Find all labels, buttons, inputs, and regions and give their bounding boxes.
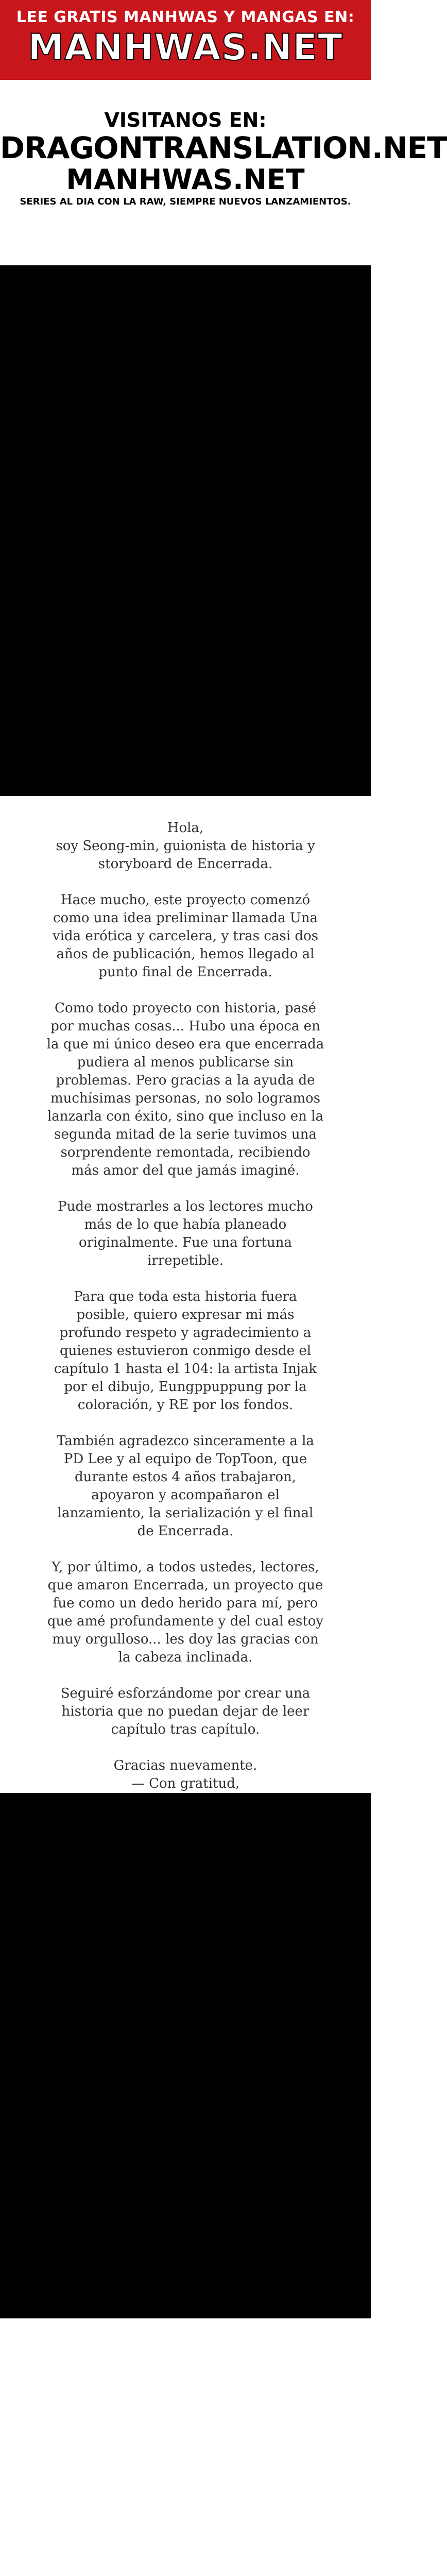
- promo-site-secondary: MANHWAS.NET: [66, 163, 305, 196]
- letter1-paragraph-7: Y, por último, a todos ustedes, lectores, que amaron Encerrada, un proyecto que fue como un dedo herido para mí, pero que amé profundamente y del cual estoy muy orgulloso... les doy las gracias con la cabeza inclinada.: [47, 1560, 324, 1665]
- promo-tagline: SERIES AL DIA CON LA RAW, SIEMPRE NUEVOS LANZAMIENTOS.: [20, 196, 351, 207]
- letter1-paragraph-1: Hola, soy Seong-min, guionista de historia y storyboard de Encerrada.: [56, 820, 315, 872]
- promo-block: [0, 80, 447, 260]
- letter1-paragraph-5: Para que toda esta historia fuera posible, quiero expresar mi más profundo respeto y agradecimiento a quienes estuvieron conmigo desde el capítulo 1 hasta el 104: la artista Injak por el dibujo, Eungppuppung por la coloración, y RE por los fondos.: [54, 1289, 317, 1413]
- letter1-paragraph-4: Pude mostrarles a los lectores mucho más de lo que había planeado originalmente. Fue una fortuna irrepetible.: [58, 1199, 313, 1268]
- letter-seong-min: [0, 819, 371, 1829]
- letter1-paragraph-6: También agradezco sinceramente a la PD Lee y al equipo de TopToon, que durante estos 4 años trabajaron, apoyaron y acompañaron el lanzamiento, la serialización y el final de Encerrada.: [57, 1433, 314, 1539]
- promo-site-primary: DRAGONTRANSLATION.NET: [0, 130, 447, 165]
- black-panel-2: [0, 1793, 371, 2318]
- banner-site-name: MANHWAS.NET: [28, 26, 343, 69]
- banner-heading: LEE GRATIS MANHWAS Y MANGAS EN:: [16, 8, 355, 26]
- letter1-paragraph-9: Gracias nuevamente. — Con gratitud,: [113, 1758, 257, 1791]
- letter1-paragraph-2: Hace mucho, este proyecto comenzó como una idea preliminar llamada Una vida erótica y carcelera, y tras casi dos años de publicación, hemos llegado al punto final de Encerrada.: [52, 892, 319, 980]
- top-banner: [0, 0, 371, 80]
- promo-visit-label: VISITANOS EN:: [104, 109, 267, 131]
- letter1-paragraph-8: Seguiré esforzándome por crear una historia que no puedan dejar de leer capítulo tras capítulo.: [60, 1686, 311, 1737]
- letter1-paragraph-3: Como todo proyecto con historia, pasé por muchas cosas... Hubo una época en la que mi único deseo era que encerrada pudiera al menos publicarse sin problemas. Pero gracias a la ayuda de muchísimas personas, no solo logramos lanzarla con éxito, sino que incluso en la segunda mitad de la serie tuvimos una sorprendente remontada, recibiendo más amor del que jamás imaginé.: [46, 1001, 324, 1178]
- black-panel-1: [0, 265, 371, 796]
